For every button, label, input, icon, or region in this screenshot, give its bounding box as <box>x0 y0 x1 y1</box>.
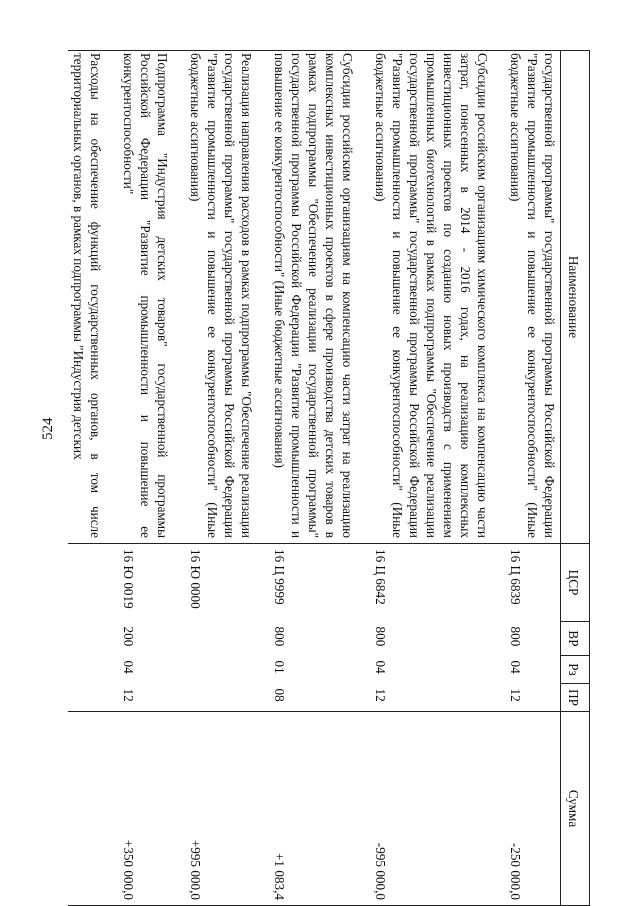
row-pr <box>68 684 106 712</box>
row-rz <box>68 656 106 684</box>
row-pr: 12 <box>373 688 388 702</box>
header-csr: ЦСР <box>561 544 590 622</box>
row-rz: 04 <box>508 660 523 674</box>
row-name: Подпрограмма "Индустрия детских товаров" государственной программы Российской Федерации "Развитие промышленности и повышение ее конкурентоспособности" <box>118 51 173 544</box>
row-csr: 16 Ц 9999 <box>269 544 358 622</box>
table-row <box>118 51 173 906</box>
budget-table <box>68 50 590 906</box>
row-sum: -250 000,0 <box>505 712 561 906</box>
row-csr: 16 Ц 6842 <box>370 544 493 622</box>
row-sum <box>68 712 106 906</box>
row-rz: 04 <box>373 660 388 674</box>
header-name: Наименование <box>561 51 590 544</box>
row-rz <box>185 656 257 684</box>
row-name: Субсидии российским организациям химического комплекса на компенсацию части затрат, понесенных в 2014 - 2016 годах, на реализацию комплексных инвестиционных проектов по созданию новых производств с применением промышленных биотехнологий в рамках подпрограммы "Обеспечение реализации государственной программы" государственной программы Российской Федерации "Развитие промышленности и повышение ее конкурентоспособности" (Иные бюджетные ассигнования) <box>370 51 493 544</box>
rotated-table-container <box>70 50 590 905</box>
row-name: государственной программы" государственной программы Российской Федерации "Развитие промышленности и повышение ее конкурентоспособности" (Иные бюджетные ассигнования) <box>505 51 561 544</box>
row-pr: 08 <box>272 688 287 702</box>
page-number: 524 <box>40 417 56 440</box>
row-vr <box>185 622 257 656</box>
row-vr: 800 <box>373 626 388 647</box>
table-row <box>370 51 493 906</box>
header-rz: Рз <box>561 656 590 684</box>
row-pr <box>185 684 257 712</box>
row-sum: +1 083,4 <box>269 712 358 906</box>
table-row <box>68 51 106 906</box>
table-header-row <box>561 51 590 906</box>
row-name: Расходы на обеспечение функций государственных органов, в том числе территориальных органов, в рамках подпрограммы "Индустрия детских <box>68 51 106 544</box>
row-name: Субсидии российским организациям на компенсацию части затрат на реализацию комплексных инвестиционных проектов в сфере производства детских товаров в рамках подпрограммы "Обеспечение реализации государственной программы" государственной программы Российской Федерации "Развитие промышленности и повышение ее конкурентоспособности" (Иные бюджетные ассигнования) <box>269 51 358 544</box>
header-vr: ВР <box>561 622 590 656</box>
header-sum: Сумма <box>561 712 590 906</box>
row-vr: 800 <box>272 626 287 647</box>
row-vr: 200 <box>121 626 136 647</box>
row-sum: +350 000,0 <box>118 712 173 906</box>
row-sum: +995 000,0 <box>185 712 257 906</box>
table-row <box>269 51 358 906</box>
header-pr: ПР <box>561 684 590 712</box>
row-name: Реализация направления расходов в рамках подпрограммы "Обеспечение реализации государственной программы" государственной программы Российской Федерации "Развитие промышленности и повышение ее конкурентоспособности" (Иные бюджетные ассигнования) <box>185 51 257 544</box>
table-row <box>185 51 257 906</box>
row-csr <box>68 544 106 622</box>
row-pr: 12 <box>508 688 523 702</box>
row-rz: 01 <box>272 660 287 674</box>
row-rz: 04 <box>121 660 136 674</box>
table-row <box>505 51 561 906</box>
row-sum: -995 000,0 <box>370 712 493 906</box>
row-csr: 16 Ю 0019 <box>118 544 173 622</box>
row-csr: 16 Ц 6839 <box>505 544 561 622</box>
row-vr: 800 <box>508 626 523 647</box>
row-csr: 16 Ю 0000 <box>185 544 257 622</box>
row-vr <box>68 622 106 656</box>
row-pr: 12 <box>121 688 136 702</box>
